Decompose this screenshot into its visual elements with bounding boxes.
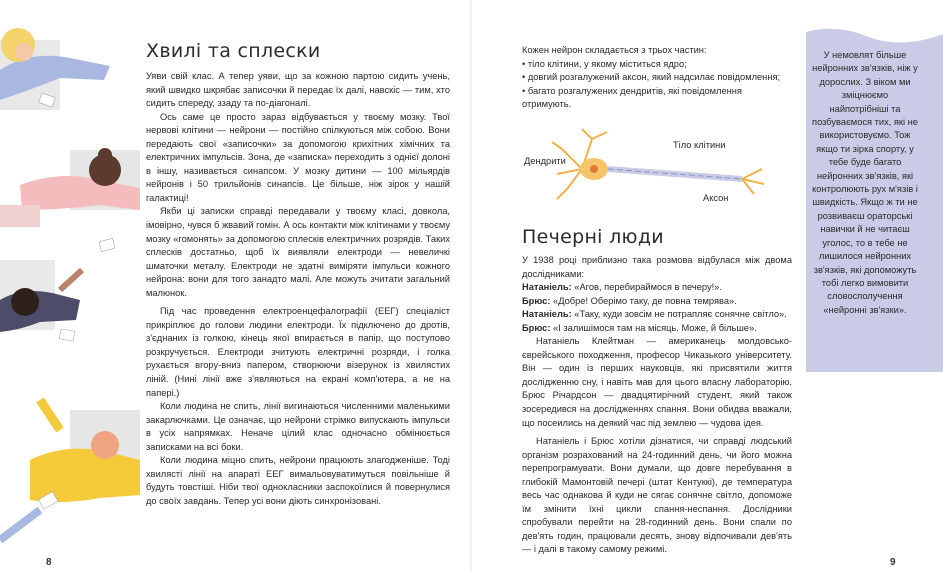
students-illustration	[0, 0, 140, 560]
label-axon: Аксон	[703, 193, 729, 203]
right-body-text	[522, 254, 792, 557]
speech: «Добре! Оберімо таку, де повна темрява».	[553, 295, 737, 306]
label-cell-body: Тіло клітини	[673, 140, 726, 150]
paragraph: Під час проведення електроенцефалографії (ЕЕГ) спеціаліст прикріплює до голови людини електроди. Їх підключено до дротів, з'єднаних із голкою, кінець якої впирається в папір, що поступово розкручується. Електроди зчитують електричні розряди, і голка рухається вгору-вниз папером, створюючи візерунок із хвилястих ліній. (Нині лінії вже з'являються на екрані комп'ютера, а не на папері.)	[146, 306, 450, 398]
neuron-intro-text	[522, 44, 792, 112]
dialog-line	[522, 295, 792, 309]
dialog-line	[522, 308, 792, 322]
left-page	[0, 0, 471, 572]
left-body-text	[146, 70, 450, 509]
speaker: Брюс:	[522, 295, 551, 306]
neuron-part: • довгий розгалужений аксон, який надсилає повідомлення;	[522, 72, 781, 83]
paragraph: Ось саме це просто зараз відбувається у твоєму мозку. Твої нервові клітини — нейрони — постійно спілкуються між собою. Вони передають свої «записочки» за допомогою крихітних хімічних та електричних імпульсів. Зона, де «записка» переходить з однієї долоні в іншу, називається синапсом. У мозку дитини — 100 мільярдів нейронів і 50 трильйонів синапсів. Це більше, ніж зірок у нашій галактиці!	[146, 111, 450, 203]
dialog-line	[522, 322, 792, 336]
dialog-line	[522, 281, 792, 295]
section-title: Печерні люди	[522, 226, 664, 248]
page-number: 8	[46, 557, 52, 568]
neuron-part: • багато розгалужених дендритів, які повідомлення отримують.	[522, 85, 742, 110]
paragraph: У 1938 році приблизно така розмова відбулася між двома дослідниками:	[522, 255, 792, 279]
paragraph: Коли людина не спить, лінії вигинаються численними маленькими закарлючками. Це означає, що нейрони стрімко випускають імпульси в усіх напрямках. Неначе цілий клас одночасно обмінюється записками на всі боки.	[146, 401, 450, 452]
neuron-intro: Кожен нейрон складається з трьох частин:	[522, 45, 707, 55]
paragraph: Натаніель Клейтман — американець молдовсько-єврейського походження, професор Чиказького університету. Він — один із перших науковців, які присвятили життя дослідженню сну, і навіть мав для цього власну лабораторію. Брюс Річардсон — двадцятирічний студент, який також зосередився на дослідженнях спання. Вони обидва вважали, що посеились на деякий час під землею — чудова ідея.	[522, 336, 792, 428]
section-title: Хвилі та сплески	[146, 40, 321, 62]
page-number: 9	[890, 557, 896, 568]
speaker: Натаніель:	[522, 309, 572, 320]
label-dendrites: Дендрити	[524, 156, 566, 166]
paragraph: Коли людина міцно спить, нейрони працюють злагодженіше. Тоді хвилясті лінії на апараті ЕЕГ вимальовуватимуться повільніше й будуть товстіші. Ніби твої однокласники заспокоїлися й повернулися до своїх завдань. Тепер усі вони діють синхронізовані.	[146, 455, 450, 506]
paragraph: Уяви свій клас. А тепер уяви, що за кожною партою сидить учень, який швидко шкрябає записочки й передає їх далі, навскіс — тим, хто сидить спереду, ззаду та по-діагоналі.	[146, 71, 450, 109]
speaker: Брюс:	[522, 322, 551, 333]
sidebar-text: У немовлят більше нейронних зв'язків, ніж у дорослих. З віком ми зміцнюємо найпотрібніші та позбуваємося тих, які не використовуємо. Тож якщо ти зірка спорту, у тебе буде багато нейронних зв'язків, які контролюють рух м'язів і швидкість. Якщо ж ти не розвиваєш ораторські навички й не читаєш уголос, то в тебе не лишилося нейронних зв'язків, які допоможуть тобі легко вимовити словосполучення «нейронні зв'язки».	[812, 50, 918, 315]
paragraph: Якби ці записки справді передавали у твоєму класі, довкола, імовірно, чувся б жвавий гомін. А ось контакти між клітинами у твоєму мозку «гомонять» за допомогою сплесків електричних розрядів. Таких сплесків достатньо, щоб їх виявляли електроди — невеличкі шматочки металу. Електроди не здатні виміряти імпульси кожного нейрона: вони для того занадто малі. Але можуть зчитати загальний малюнок.	[146, 206, 450, 298]
speaker: Натаніель:	[522, 282, 572, 293]
speech: «І залишімося там на місяць. Може, й більше».	[553, 322, 757, 333]
speech: «Таку, куди зовсім не потрапляє сонячне світло».	[574, 309, 787, 320]
speech: «Агов, перебираймося в печеру!».	[574, 282, 722, 293]
paragraph: Натаніель і Брюс хотіли дізнатися, чи справді людський організм розрахований на 24-годинний день, чи його можна перепрограмувати. Вони думали, що довге перебування в глибокій Мамонтовій печері (штат Кентуккі), де температура весь час однакова й куди не сягає сонячне світло, допоможе їм змінити їхні цикли спання-неспання. Дослідники спробували перейти на 28-годинний день. Вони спали по дев'ять годин, працювали десять, знову відпочивали дев'ять — і далі в такому самому режимі.	[522, 436, 792, 555]
neuron-part: • тіло клітини, у якому міститься ядро;	[522, 58, 687, 69]
